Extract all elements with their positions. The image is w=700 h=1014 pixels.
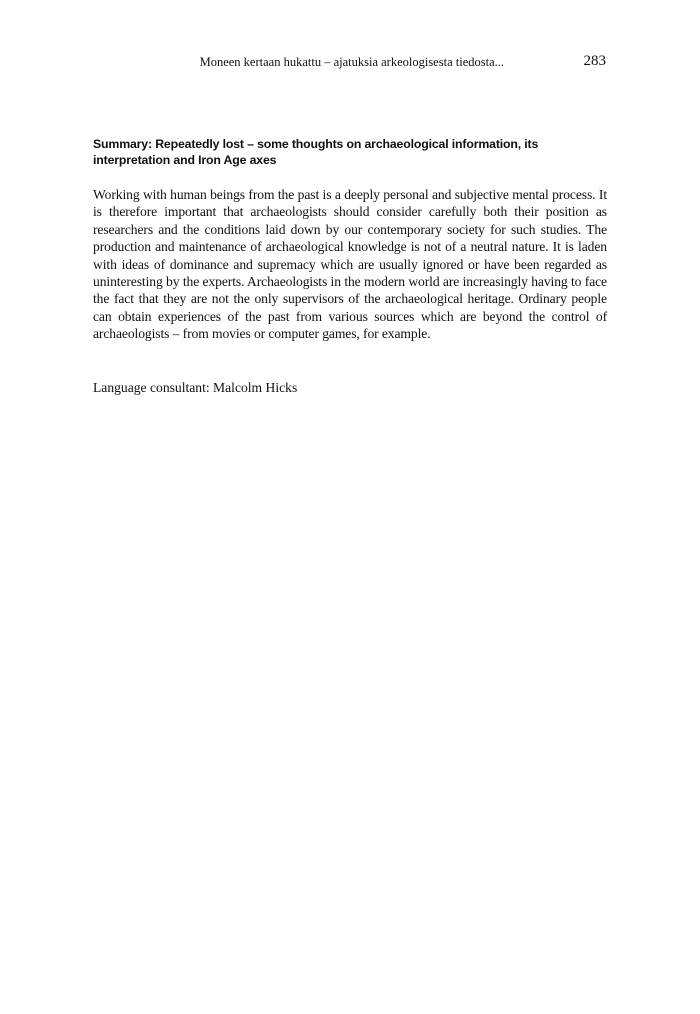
page-number: 283 [583, 53, 606, 69]
summary-heading: Summary: Repeatedly lost – some thoughts on archaeological information, its interpretation and Iron Age axes [93, 137, 539, 167]
summary-paragraph: Working with human beings from the past is a deeply personal and subjective mental process. It is therefore important that archaeologists should consider carefully both their position as researchers and the conditions laid down by our contemporary society for such studies. The production and maintenance of archaeological knowledge is not of a neutral nature. It is laden with ideas of dominance and supremacy which are usually ignored or have been regarded as uninteresting by the experts. Archaeologists in the modern world are increasingly having to face the fact that they are not the only supervisors of the archaeological heritage. Ordinary people can obtain experiences of the past from various sources which are beyond the control of archaeologists – from movies or computer games, for example. [93, 187, 607, 342]
language-consultant-credit: Language consultant: Malcolm Hicks [93, 380, 298, 395]
running-head [93, 53, 606, 73]
running-head-title: Moneen kertaan hukattu – ajatuksia arkeologisesta tiedosta... [199, 55, 504, 69]
